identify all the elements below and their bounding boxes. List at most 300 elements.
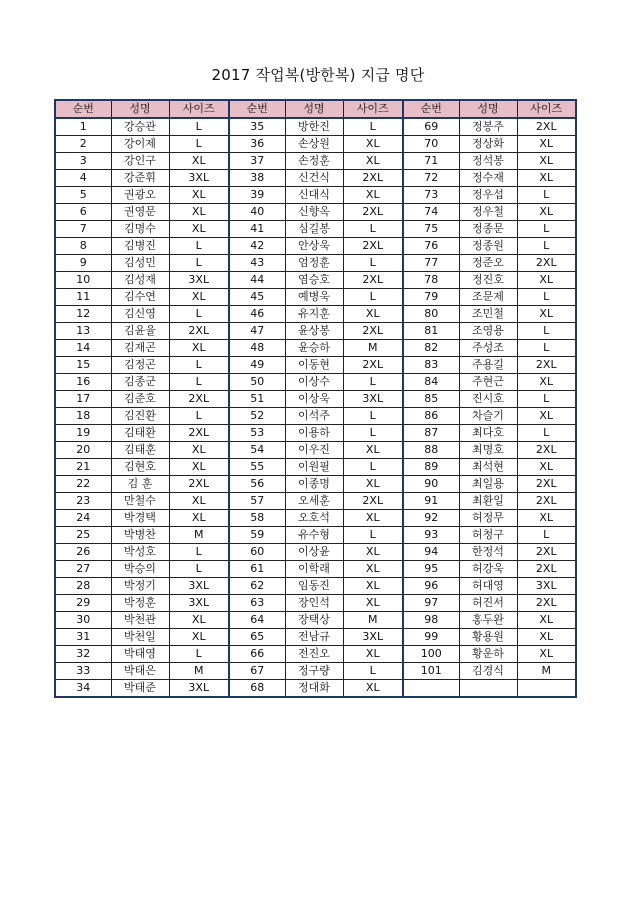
- entry-name: 김정곤: [111, 357, 169, 374]
- entry-number: 88: [403, 442, 459, 459]
- entry-number: 59: [229, 527, 285, 544]
- entry-number: 26: [55, 544, 111, 561]
- entry-number: 30: [55, 612, 111, 629]
- entry-name: 만철수: [111, 493, 169, 510]
- entry-size: L: [343, 118, 403, 136]
- document-title: 2017 작업복(방한복) 지급 명단: [211, 66, 425, 84]
- entry-number: 70: [403, 136, 459, 153]
- table-row: [55, 442, 576, 459]
- entry-name: 강이제: [111, 136, 169, 153]
- entry-size: 3XL: [169, 680, 229, 698]
- entry-size: XL: [343, 561, 403, 578]
- table-row: [55, 459, 576, 476]
- entry-size: XL: [169, 187, 229, 204]
- entry-number: 22: [55, 476, 111, 493]
- entry-number: 2: [55, 136, 111, 153]
- entry-size: XL: [343, 595, 403, 612]
- entry-number: 36: [229, 136, 285, 153]
- table-row: [55, 136, 576, 153]
- entry-size: L: [169, 544, 229, 561]
- table-row: [55, 612, 576, 629]
- entry-size: L: [343, 289, 403, 306]
- entry-size: 2XL: [343, 357, 403, 374]
- entry-number: 16: [55, 374, 111, 391]
- entry-size: XL: [517, 374, 576, 391]
- entry-number: 78: [403, 272, 459, 289]
- entry-size: XL: [517, 510, 576, 527]
- entry-name: 정수재: [459, 170, 517, 187]
- entry-size: M: [169, 663, 229, 680]
- entry-number: 71: [403, 153, 459, 170]
- entry-number: 91: [403, 493, 459, 510]
- entry-name: 주용길: [459, 357, 517, 374]
- entry-size: 2XL: [517, 561, 576, 578]
- entry-size: M: [517, 663, 576, 680]
- header-name: 성명: [111, 100, 169, 118]
- entry-size: L: [517, 527, 576, 544]
- table-row: [55, 204, 576, 221]
- entry-number: 58: [229, 510, 285, 527]
- entry-name: 허진서: [459, 595, 517, 612]
- entry-number: 46: [229, 306, 285, 323]
- entry-number: 55: [229, 459, 285, 476]
- entry-number: 64: [229, 612, 285, 629]
- entry-number: 11: [55, 289, 111, 306]
- entry-name: 장택상: [285, 612, 343, 629]
- entry-size: 2XL: [343, 170, 403, 187]
- entry-name: 김병진: [111, 238, 169, 255]
- entry-size: 3XL: [343, 391, 403, 408]
- entry-name: 김경식: [459, 663, 517, 680]
- entry-name: 전진오: [285, 646, 343, 663]
- entry-name: 정우철: [459, 204, 517, 221]
- entry-number: 6: [55, 204, 111, 221]
- entry-name: 박천관: [111, 612, 169, 629]
- entry-size: XL: [343, 153, 403, 170]
- entry-size: XL: [343, 544, 403, 561]
- entry-name: 김태환: [111, 425, 169, 442]
- table-row: [55, 646, 576, 663]
- entry-size: L: [343, 221, 403, 238]
- entry-name: 정우섭: [459, 187, 517, 204]
- entry-size: XL: [517, 459, 576, 476]
- table-row: [55, 663, 576, 680]
- entry-size: L: [517, 391, 576, 408]
- entry-name: 허강욱: [459, 561, 517, 578]
- entry-name: 김신영: [111, 306, 169, 323]
- entry-size: 3XL: [169, 170, 229, 187]
- entry-size: L: [169, 374, 229, 391]
- entry-name: 정종원: [459, 238, 517, 255]
- entry-number: 87: [403, 425, 459, 442]
- entry-number: 40: [229, 204, 285, 221]
- entry-name: 방한진: [285, 118, 343, 136]
- entry-name: 신향옥: [285, 204, 343, 221]
- entry-size: L: [517, 221, 576, 238]
- entry-name: 이석주: [285, 408, 343, 425]
- entry-size: XL: [343, 187, 403, 204]
- entry-number: 98: [403, 612, 459, 629]
- entry-size: L: [169, 306, 229, 323]
- entry-name: 장인석: [285, 595, 343, 612]
- table-row: [55, 493, 576, 510]
- entry-number: 51: [229, 391, 285, 408]
- entry-size: XL: [343, 306, 403, 323]
- entry-size: XL: [169, 612, 229, 629]
- entry-size: XL: [169, 289, 229, 306]
- roster-table: [54, 99, 577, 698]
- entry-number: 37: [229, 153, 285, 170]
- entry-size: L: [343, 408, 403, 425]
- entry-name: 박태준: [111, 680, 169, 698]
- entry-number: 72: [403, 170, 459, 187]
- entry-number: 69: [403, 118, 459, 136]
- entry-size: L: [343, 255, 403, 272]
- entry-number: 97: [403, 595, 459, 612]
- entry-size: XL: [517, 629, 576, 646]
- entry-name: 권영문: [111, 204, 169, 221]
- entry-number: 25: [55, 527, 111, 544]
- entry-number: 76: [403, 238, 459, 255]
- entry-size: L: [343, 374, 403, 391]
- entry-size: XL: [343, 646, 403, 663]
- entry-size: XL: [343, 510, 403, 527]
- table-row: [55, 357, 576, 374]
- entry-number: 68: [229, 680, 285, 698]
- entry-number: 53: [229, 425, 285, 442]
- entry-name: 박정기: [111, 578, 169, 595]
- entry-size: 2XL: [169, 476, 229, 493]
- entry-name: 정봉주: [459, 118, 517, 136]
- table-row: [55, 408, 576, 425]
- entry-name: 주성조: [459, 340, 517, 357]
- entry-size: XL: [169, 221, 229, 238]
- entry-number: 79: [403, 289, 459, 306]
- entry-number: 92: [403, 510, 459, 527]
- entry-name: 정종문: [459, 221, 517, 238]
- table-row: [55, 272, 576, 289]
- entry-number: 82: [403, 340, 459, 357]
- entry-size: 2XL: [343, 493, 403, 510]
- header-number: 순번: [403, 100, 459, 118]
- entry-number: 90: [403, 476, 459, 493]
- entry-name: 홍두완: [459, 612, 517, 629]
- empty-cell: [517, 680, 576, 698]
- entry-name: 유지훈: [285, 306, 343, 323]
- entry-number: 17: [55, 391, 111, 408]
- entry-number: 95: [403, 561, 459, 578]
- entry-name: 한정석: [459, 544, 517, 561]
- entry-size: XL: [517, 306, 576, 323]
- entry-name: 김준호: [111, 391, 169, 408]
- entry-size: 2XL: [343, 204, 403, 221]
- entry-name: 정대화: [285, 680, 343, 698]
- entry-name: 황운하: [459, 646, 517, 663]
- entry-number: 54: [229, 442, 285, 459]
- entry-name: 박승의: [111, 561, 169, 578]
- entry-size: 3XL: [169, 272, 229, 289]
- entry-name: 정진호: [459, 272, 517, 289]
- entry-size: XL: [169, 204, 229, 221]
- entry-number: 56: [229, 476, 285, 493]
- entry-size: 2XL: [343, 238, 403, 255]
- header-number: 순번: [229, 100, 285, 118]
- entry-size: XL: [517, 408, 576, 425]
- entry-size: L: [169, 118, 229, 136]
- entry-size: 3XL: [169, 595, 229, 612]
- entry-size: L: [517, 323, 576, 340]
- entry-number: 41: [229, 221, 285, 238]
- entry-size: L: [169, 646, 229, 663]
- entry-number: 27: [55, 561, 111, 578]
- entry-number: 45: [229, 289, 285, 306]
- entry-name: 최다호: [459, 425, 517, 442]
- entry-number: 99: [403, 629, 459, 646]
- entry-name: 박경택: [111, 510, 169, 527]
- entry-size: 2XL: [169, 391, 229, 408]
- table-row: [55, 544, 576, 561]
- entry-number: 85: [403, 391, 459, 408]
- entry-number: 74: [403, 204, 459, 221]
- entry-number: 18: [55, 408, 111, 425]
- entry-size: 2XL: [517, 476, 576, 493]
- entry-name: 정상화: [459, 136, 517, 153]
- entry-number: 14: [55, 340, 111, 357]
- entry-size: XL: [343, 442, 403, 459]
- entry-name: 강승관: [111, 118, 169, 136]
- entry-name: 손정훈: [285, 153, 343, 170]
- entry-number: 77: [403, 255, 459, 272]
- entry-size: L: [517, 425, 576, 442]
- entry-name: 정준오: [459, 255, 517, 272]
- entry-number: 80: [403, 306, 459, 323]
- entry-name: 오호석: [285, 510, 343, 527]
- entry-number: 100: [403, 646, 459, 663]
- entry-number: 47: [229, 323, 285, 340]
- entry-size: 2XL: [517, 442, 576, 459]
- entry-name: 이동현: [285, 357, 343, 374]
- table-row: [55, 340, 576, 357]
- entry-name: 전남규: [285, 629, 343, 646]
- header-name: 성명: [459, 100, 517, 118]
- entry-name: 강준휘: [111, 170, 169, 187]
- entry-name: 박성호: [111, 544, 169, 561]
- entry-size: L: [343, 663, 403, 680]
- table-row: [55, 255, 576, 272]
- entry-number: 12: [55, 306, 111, 323]
- entry-size: L: [517, 340, 576, 357]
- entry-size: 2XL: [517, 493, 576, 510]
- roster-body: [55, 118, 576, 697]
- entry-size: 2XL: [343, 323, 403, 340]
- table-row: [55, 595, 576, 612]
- entry-number: 34: [55, 680, 111, 698]
- empty-cell: [459, 680, 517, 698]
- entry-number: 10: [55, 272, 111, 289]
- table-row: [55, 680, 576, 698]
- table-row: [55, 118, 576, 136]
- entry-number: 67: [229, 663, 285, 680]
- empty-cell: [403, 680, 459, 698]
- entry-number: 42: [229, 238, 285, 255]
- entry-size: L: [169, 561, 229, 578]
- table-row: [55, 187, 576, 204]
- entry-number: 29: [55, 595, 111, 612]
- entry-name: 강인구: [111, 153, 169, 170]
- entry-name: 황용원: [459, 629, 517, 646]
- entry-name: 김현호: [111, 459, 169, 476]
- table-row: [55, 306, 576, 323]
- entry-name: 허대영: [459, 578, 517, 595]
- header-name: 성명: [285, 100, 343, 118]
- entry-name: 김진환: [111, 408, 169, 425]
- entry-name: 심길봉: [285, 221, 343, 238]
- entry-number: 38: [229, 170, 285, 187]
- entry-size: 2XL: [517, 544, 576, 561]
- entry-number: 83: [403, 357, 459, 374]
- entry-number: 61: [229, 561, 285, 578]
- table-row: [55, 323, 576, 340]
- entry-number: 62: [229, 578, 285, 595]
- entry-size: XL: [169, 442, 229, 459]
- entry-size: L: [169, 238, 229, 255]
- entry-name: 박천일: [111, 629, 169, 646]
- header-size: 사이즈: [169, 100, 229, 118]
- entry-number: 44: [229, 272, 285, 289]
- entry-name: 진시호: [459, 391, 517, 408]
- table-row: [55, 561, 576, 578]
- entry-size: L: [517, 289, 576, 306]
- entry-name: 최명호: [459, 442, 517, 459]
- entry-size: XL: [169, 493, 229, 510]
- entry-name: 임동진: [285, 578, 343, 595]
- header-size: 사이즈: [517, 100, 576, 118]
- entry-name: 이학래: [285, 561, 343, 578]
- entry-size: L: [343, 527, 403, 544]
- entry-number: 60: [229, 544, 285, 561]
- entry-name: 김윤율: [111, 323, 169, 340]
- entry-number: 57: [229, 493, 285, 510]
- entry-name: 이우진: [285, 442, 343, 459]
- entry-name: 이상수: [285, 374, 343, 391]
- entry-size: XL: [343, 476, 403, 493]
- entry-size: 2XL: [343, 272, 403, 289]
- entry-number: 49: [229, 357, 285, 374]
- entry-name: 김명수: [111, 221, 169, 238]
- entry-size: L: [169, 408, 229, 425]
- entry-number: 89: [403, 459, 459, 476]
- entry-number: 35: [229, 118, 285, 136]
- entry-name: 권광오: [111, 187, 169, 204]
- entry-number: 33: [55, 663, 111, 680]
- entry-number: 75: [403, 221, 459, 238]
- header-number: 순번: [55, 100, 111, 118]
- entry-name: 김재곤: [111, 340, 169, 357]
- entry-name: 이용하: [285, 425, 343, 442]
- entry-name: 정석봉: [459, 153, 517, 170]
- entry-number: 8: [55, 238, 111, 255]
- entry-size: XL: [517, 612, 576, 629]
- entry-size: XL: [169, 153, 229, 170]
- entry-name: 유수형: [285, 527, 343, 544]
- entry-size: L: [169, 357, 229, 374]
- entry-size: L: [343, 425, 403, 442]
- entry-number: 5: [55, 187, 111, 204]
- entry-size: XL: [169, 340, 229, 357]
- entry-number: 7: [55, 221, 111, 238]
- entry-size: M: [343, 340, 403, 357]
- entry-size: M: [169, 527, 229, 544]
- entry-number: 86: [403, 408, 459, 425]
- entry-size: 2XL: [517, 255, 576, 272]
- entry-number: 84: [403, 374, 459, 391]
- entry-name: 김태훈: [111, 442, 169, 459]
- entry-name: 최일용: [459, 476, 517, 493]
- entry-size: XL: [517, 272, 576, 289]
- entry-number: 65: [229, 629, 285, 646]
- entry-number: 31: [55, 629, 111, 646]
- entry-number: 13: [55, 323, 111, 340]
- header-size: 사이즈: [343, 100, 403, 118]
- entry-size: L: [517, 187, 576, 204]
- entry-name: 이상욱: [285, 391, 343, 408]
- entry-name: 김 훈: [111, 476, 169, 493]
- table-row: [55, 629, 576, 646]
- entry-number: 50: [229, 374, 285, 391]
- entry-size: XL: [169, 459, 229, 476]
- entry-size: 3XL: [517, 578, 576, 595]
- entry-size: XL: [343, 578, 403, 595]
- entry-name: 신대식: [285, 187, 343, 204]
- table-row: [55, 374, 576, 391]
- entry-number: 39: [229, 187, 285, 204]
- entry-name: 허정무: [459, 510, 517, 527]
- entry-size: 3XL: [169, 578, 229, 595]
- entry-name: 김성재: [111, 272, 169, 289]
- entry-number: 93: [403, 527, 459, 544]
- entry-size: XL: [517, 646, 576, 663]
- entry-number: 24: [55, 510, 111, 527]
- entry-name: 조민철: [459, 306, 517, 323]
- entry-name: 조문제: [459, 289, 517, 306]
- entry-size: 2XL: [169, 425, 229, 442]
- entry-size: M: [343, 612, 403, 629]
- entry-number: 101: [403, 663, 459, 680]
- entry-number: 94: [403, 544, 459, 561]
- entry-size: XL: [169, 629, 229, 646]
- entry-number: 15: [55, 357, 111, 374]
- table-row: [55, 221, 576, 238]
- entry-number: 3: [55, 153, 111, 170]
- entry-number: 63: [229, 595, 285, 612]
- entry-name: 신건식: [285, 170, 343, 187]
- entry-name: 최석현: [459, 459, 517, 476]
- entry-name: 오세훈: [285, 493, 343, 510]
- entry-size: 2XL: [517, 357, 576, 374]
- table-row: [55, 578, 576, 595]
- table-row: [55, 510, 576, 527]
- entry-size: XL: [343, 136, 403, 153]
- entry-size: XL: [517, 204, 576, 221]
- entry-size: 2XL: [517, 118, 576, 136]
- entry-name: 안상욱: [285, 238, 343, 255]
- entry-number: 20: [55, 442, 111, 459]
- entry-name: 김수연: [111, 289, 169, 306]
- entry-name: 주현근: [459, 374, 517, 391]
- entry-name: 윤승하: [285, 340, 343, 357]
- table-row: [55, 238, 576, 255]
- table-row: [55, 153, 576, 170]
